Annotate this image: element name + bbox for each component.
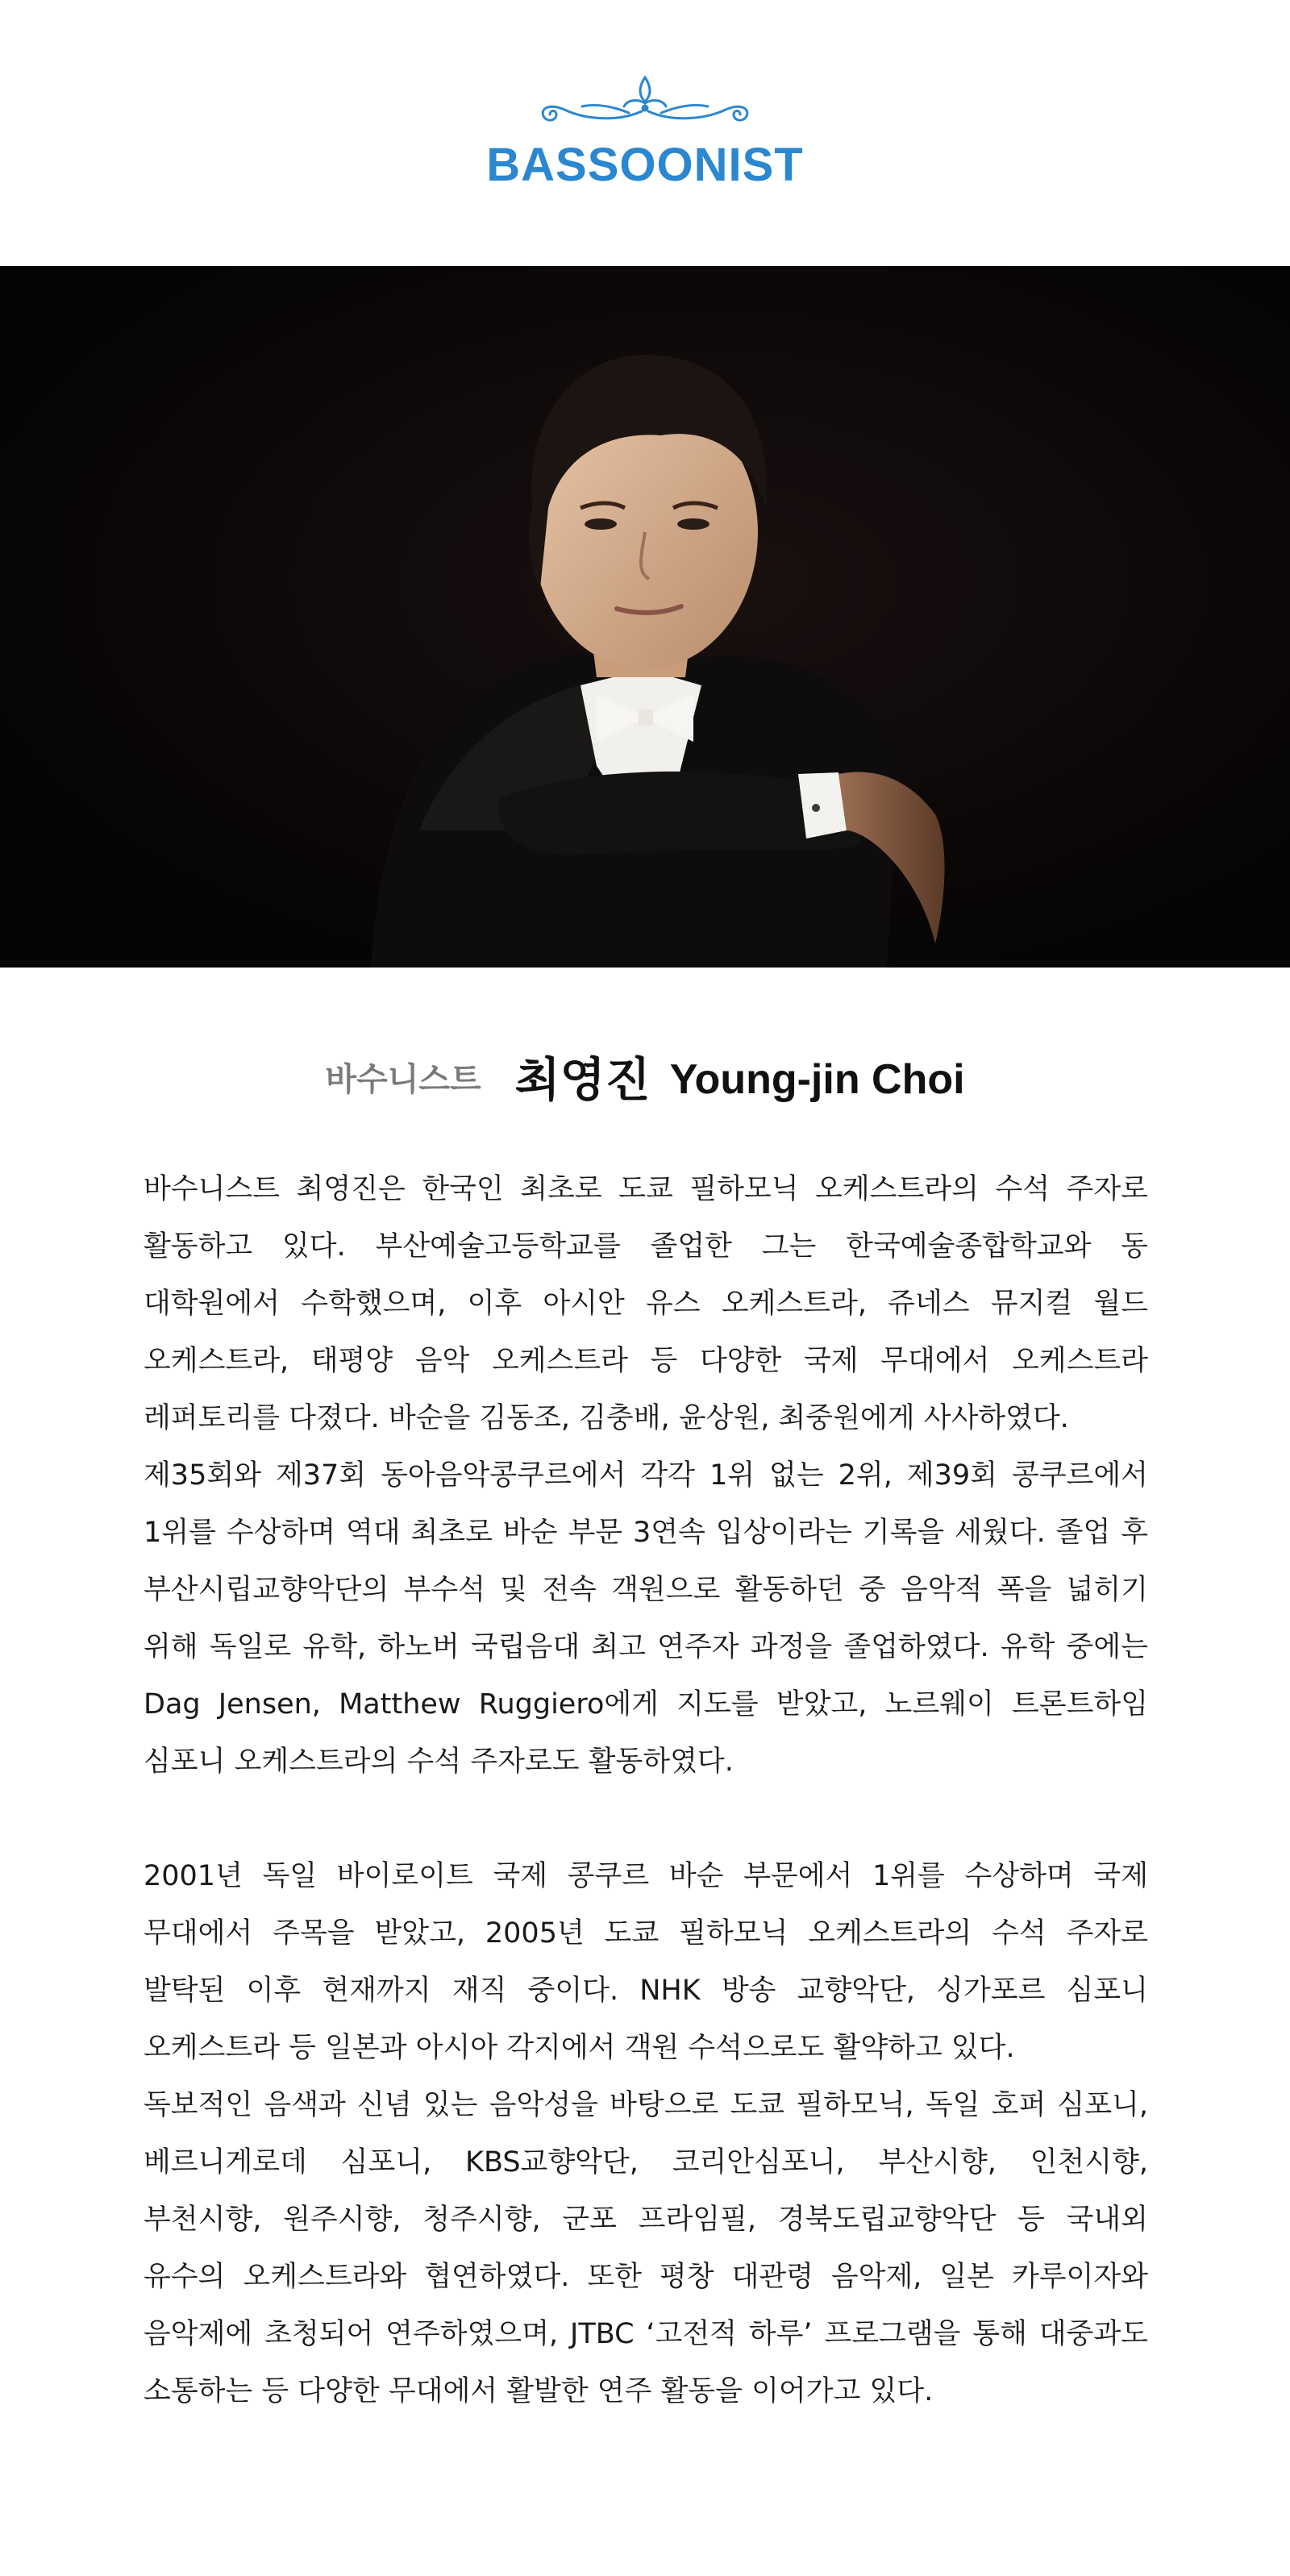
portrait-illustration	[0, 266, 1290, 968]
scroll-flourish-icon	[532, 71, 758, 129]
bio-paragraph: 2001년 독일 바이로이트 국제 콩쿠르 바순 부문에서 1위를 수상하며 국제 무대에서 주목을 받았고, 2005년 도쿄 필하모닉 오케스트라의 수석 주자로 발탁된 이후 현재까지 재직 중이다. NHK 방송 교향악단, 싱가포르 심포니 오케스트라 등 일본과 아시아 각지에서 객원 수석으로도 활약하고 있다.	[144, 1860, 1148, 2064]
brand-title: BASSOONIST	[486, 139, 804, 191]
name-korean: 최영진	[514, 1051, 651, 1107]
portrait-photo	[0, 266, 1290, 968]
header	[0, 0, 1290, 266]
bio-paragraph: 독보적인 음색과 신념 있는 음악성을 바탕으로 도쿄 필하모닉, 독일 호퍼 심포니, 베르니게로데 심포니, KBS교향악단, 코리안심포니, 부산시향, 인천시향, 부천시향, 원주시향, 청주시향, 군포 프라임필, 경북도립교향악단 등 국내외 유수의 오케스트라와 협연하였다. 또한 평창 대관령 음악제, 일본 카루이자와 음악제에 초청되어 연주하였으며, JTBC ‘고전적 하루’ 프로그램을 통해 대중과도 소통하는 등 다양한 무대에서 활발한 연주 활동을 이어가고 있다.	[144, 2089, 1148, 2407]
bio-paragraph: 바수니스트 최영진은 한국인 최초로 도쿄 필하모닉 오케스트라의 수석 주자로 활동하고 있다. 부산예술고등학교를 졸업한 그는 한국예술종합학교와 동 대학원에서 수학했으며, 이후 아시안 유스 오케스트라, 쥬네스 뮤지컬 월드 오케스트라, 태평양 음악 오케스트라 등 다양한 국제 무대에서 오케스트라 레퍼토리를 다졌다. 바순을 김동조, 김충배, 윤상원, 최중원에게 사사하였다.	[144, 1173, 1148, 1434]
profile-title	[0, 1047, 1290, 1111]
role-label: 바수니스트	[325, 1060, 481, 1098]
biography	[144, 1161, 1148, 2420]
name-english: Young-jin Choi	[669, 1055, 965, 1103]
bio-paragraph: 제35회와 제37회 동아음악콩쿠르에서 각각 1위 없는 2위, 제39회 콩쿠르에서 1위를 수상하며 역대 최초로 바순 부문 3연속 입상이라는 기록을 세웠다. 졸업 후 부산시립교향악단의 부수석 및 전속 객원으로 활동하던 중 음악적 폭을 넓히기 위해 독일로 유학, 하노버 국립음대 최고 연주자 과정을 졸업하였다. 유학 중에는 Dag Jensen, Matthew Ruggiero에게 지도를 받았고, 노르웨이 트론트하임 심포니 오케스트라의 수석 주자로도 활동하였다.	[144, 1459, 1148, 1778]
